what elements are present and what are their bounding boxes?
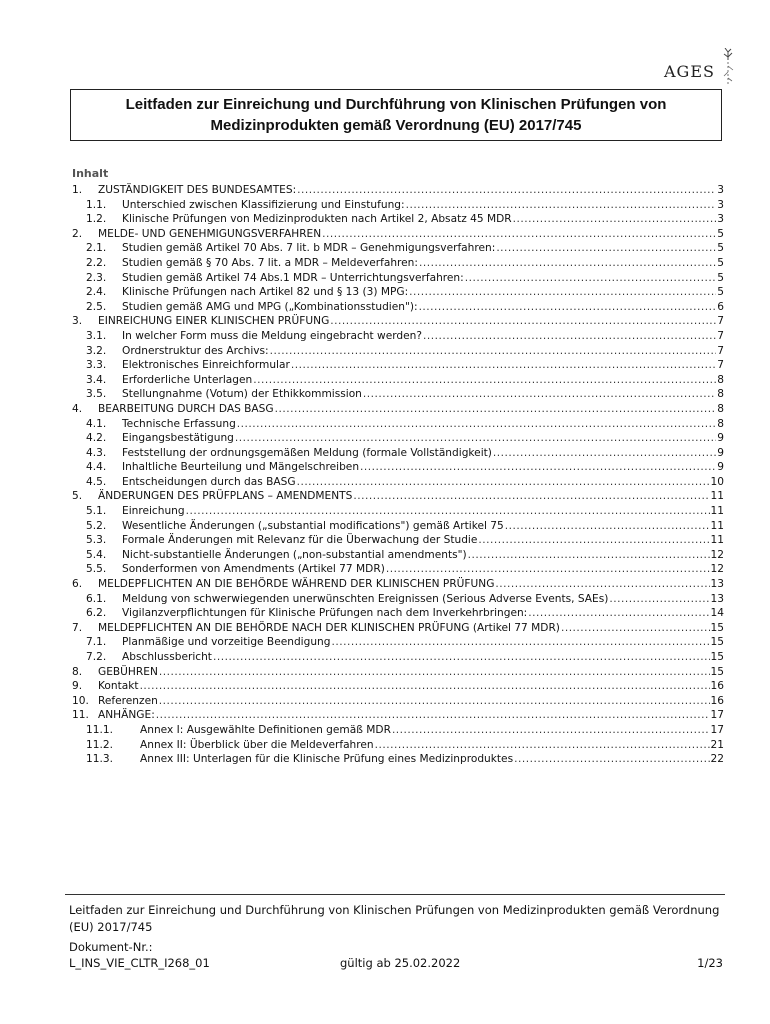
- toc-dot-leader: [478, 533, 709, 548]
- toc-dot-leader: [386, 562, 710, 577]
- toc-entry[interactable]: [72, 183, 724, 198]
- logo-text: AGES: [664, 62, 715, 81]
- toc-entry-number: 3.4.: [86, 373, 107, 386]
- toc-entry[interactable]: [72, 431, 724, 446]
- toc-entry-number: 5.5.: [86, 563, 107, 576]
- toc-entry-number: 4.5.: [86, 475, 107, 488]
- toc-entry-page: 3: [717, 198, 724, 211]
- toc-entry[interactable]: [72, 344, 724, 359]
- toc-entry-number: 4.: [72, 402, 83, 415]
- toc-entry[interactable]: [72, 679, 724, 694]
- toc-entry-label: Sonderformen von Amendments (Artikel 77 MDR): [122, 563, 385, 576]
- toc-entry-label: Klinische Prüfungen von Medizinprodukten nach Artikel 2, Absatz 45 MDR: [122, 213, 512, 226]
- toc-entry-page: 11: [710, 519, 724, 532]
- toc-entry-number: 5.4.: [86, 548, 107, 561]
- toc-entry-number: 5.: [72, 490, 83, 503]
- toc-dot-leader: [392, 723, 710, 738]
- toc-entry-number: 4.3.: [86, 446, 107, 459]
- footer-docnr-label: Dokument-Nr.:: [69, 940, 153, 954]
- toc-dot-leader: [330, 314, 716, 329]
- toc-dot-leader: [514, 752, 709, 767]
- toc-dot-leader: [156, 708, 710, 723]
- toc-entry-number: 7.: [72, 621, 83, 634]
- toc-entry[interactable]: [72, 533, 724, 548]
- toc-dot-leader: [235, 431, 716, 446]
- toc-dot-leader: [561, 621, 710, 636]
- toc-entry-number: 11.: [72, 709, 89, 722]
- toc-entry-number: 4.2.: [86, 432, 107, 445]
- toc-dot-leader: [291, 358, 716, 373]
- toc-entry-page: 21: [710, 738, 724, 751]
- toc-entry-page: 22: [710, 753, 724, 766]
- toc-entry-label: Vigilanzverpflichtungen für Klinische Prüfungen nach dem Inverkehrbringen:: [122, 607, 528, 620]
- toc-entry-label: Ordnerstruktur des Archivs:: [122, 344, 269, 357]
- toc-entry[interactable]: [72, 446, 724, 461]
- toc-dot-leader: [297, 183, 716, 198]
- toc-dot-leader: [495, 577, 709, 592]
- toc-entry-label: Erforderliche Unterlagen: [122, 373, 253, 386]
- toc-entry-page: 16: [710, 694, 724, 707]
- toc-entry[interactable]: [72, 329, 724, 344]
- toc-entry[interactable]: [72, 708, 724, 723]
- toc-dot-leader: [505, 519, 710, 534]
- ages-leaf-icon: [714, 48, 742, 88]
- toc-entry-page: 5: [717, 227, 724, 240]
- toc-entry-number: 11.1.: [86, 723, 113, 736]
- toc-entry-page: 3: [717, 184, 724, 196]
- toc-entry[interactable]: [72, 752, 724, 767]
- toc-entry-label: ANHÄNGE:: [98, 709, 155, 722]
- toc-entry-label: Unterschied zwischen Klassifizierung und Einstufung:: [122, 198, 405, 211]
- toc-entry-label: MELDEPFLICHTEN AN DIE BEHÖRDE WÄHREND DER KLINISCHEN PRÜFUNG: [98, 578, 495, 591]
- toc-entry[interactable]: [72, 548, 724, 563]
- toc-entry-page: 11: [710, 490, 724, 503]
- toc-dot-leader: [419, 256, 716, 271]
- toc-entry-page: 17: [710, 709, 724, 722]
- toc-entry-page: 14: [710, 607, 724, 620]
- toc-entry-label: Annex I: Ausgewählte Definitionen gemäß MDR: [140, 723, 391, 736]
- toc-dot-leader: [213, 650, 710, 665]
- toc-entry-label: Wesentliche Änderungen („substantial modifications") gemäß Artikel 75: [122, 519, 504, 532]
- toc-entry-page: 11: [710, 505, 724, 518]
- toc-entry-number: 4.1.: [86, 417, 107, 430]
- toc-entry-page: 8: [717, 417, 724, 430]
- toc-dot-leader: [140, 679, 710, 694]
- toc-entry-number: 2.: [72, 227, 83, 240]
- toc-entry-label: Referenzen: [98, 694, 158, 707]
- toc-entry-number: 6.: [72, 578, 83, 591]
- toc-entry-page: 3: [717, 213, 724, 226]
- toc-entry-number: 5.1.: [86, 505, 107, 518]
- toc-entry-page: 15: [710, 651, 724, 663]
- toc-entry[interactable]: [72, 738, 724, 753]
- toc-entry-label: Planmäßige und vorzeitige Beendigung: [122, 636, 331, 649]
- toc-entry-label: Studien gemäß § 70 Abs. 7 lit. a MDR – Meldeverfahren:: [122, 256, 418, 269]
- toc-dot-leader: [406, 198, 717, 213]
- toc-entry-number: 11.3.: [86, 753, 113, 766]
- toc-dot-leader: [513, 212, 717, 227]
- toc-entry[interactable]: [72, 577, 724, 592]
- toc-entry-label: Elektronisches Einreichformular: [122, 359, 290, 372]
- toc-entry-page: 7: [717, 359, 724, 372]
- toc-dot-leader: [409, 285, 716, 300]
- toc-entry-label: In welcher Form muss die Meldung eingebracht werden?: [122, 329, 422, 342]
- toc-entry-label: Technische Erfassung: [122, 417, 236, 430]
- toc-entry[interactable]: [72, 300, 724, 315]
- toc-dot-leader: [496, 241, 716, 256]
- toc-dot-leader: [353, 489, 709, 504]
- footer-valid-date: gültig ab 25.02.2022: [340, 956, 461, 970]
- toc-entry[interactable]: [72, 402, 724, 417]
- toc-entry-number: 7.2.: [86, 651, 107, 663]
- toc-entry-label: ZUSTÄNDIGKEIT DES BUNDESAMTES:: [98, 184, 297, 196]
- toc-entry[interactable]: [72, 489, 724, 504]
- toc-entry-label: Studien gemäß AMG und MPG („Kombinationsstudien"):: [122, 300, 418, 313]
- toc-entry-label: Annex III: Unterlagen für die Klinische Prüfung eines Medizinproduktes: [140, 753, 514, 766]
- toc-entry[interactable]: [72, 621, 724, 636]
- toc-entry-number: 1.2.: [86, 213, 107, 226]
- toc-entry-label: Eingangsbestätigung: [122, 432, 234, 445]
- toc-entry[interactable]: [72, 504, 724, 519]
- toc-entry-number: 6.2.: [86, 607, 107, 620]
- toc-entry-page: 8: [717, 373, 724, 386]
- toc-entry-label: ÄNDERUNGEN DES PRÜFPLANS – AMENDMENTS: [98, 490, 353, 503]
- toc-entry-number: 3.: [72, 315, 83, 328]
- toc-entry-number: 9.: [72, 680, 83, 693]
- toc-entry[interactable]: [72, 285, 724, 300]
- toc-dot-leader: [419, 300, 717, 315]
- toc-entry-number: 3.1.: [86, 329, 107, 342]
- toc-dot-leader: [253, 373, 716, 388]
- toc-entry-label: BEARBEITUNG DURCH DAS BASG: [98, 402, 274, 415]
- toc-entry-number: 3.5.: [86, 388, 107, 401]
- toc-entry-page: 12: [710, 563, 724, 576]
- toc-entry-label: Kontakt: [98, 680, 139, 693]
- toc-entry-label: EINREICHUNG EINER KLINISCHEN PRÜFUNG: [98, 315, 330, 328]
- toc-entry-number: 1.1.: [86, 198, 107, 211]
- table-of-contents: [72, 183, 724, 767]
- toc-entry-page: 5: [717, 242, 724, 255]
- toc-entry[interactable]: [72, 198, 724, 213]
- toc-entry-label: Entscheidungen durch das BASG: [122, 475, 296, 488]
- toc-dot-leader: [375, 738, 710, 753]
- toc-entry-number: 3.2.: [86, 344, 107, 357]
- toc-entry-label: MELDE- UND GENEHMIGUNGSVERFAHREN: [98, 227, 322, 240]
- toc-entry-page: 5: [717, 256, 724, 269]
- toc-entry-page: 9: [717, 446, 724, 459]
- toc-entry-page: 5: [717, 286, 724, 299]
- toc-entry-label: GEBÜHREN: [98, 665, 158, 678]
- toc-entry[interactable]: [72, 519, 724, 534]
- ages-logo: [656, 48, 748, 88]
- toc-dot-leader: [322, 227, 716, 242]
- toc-entry-number: 4.4.: [86, 461, 107, 474]
- toc-entry-number: 6.1.: [86, 592, 107, 605]
- toc-entry-page: 7: [717, 344, 724, 357]
- toc-entry-number: 5.3.: [86, 534, 107, 547]
- toc-entry-number: 1.: [72, 184, 83, 196]
- toc-entry-label: Stellungnahme (Votum) der Ethikkommission: [122, 388, 362, 401]
- toc-entry-page: 16: [710, 680, 724, 693]
- toc-entry-label: MELDEPFLICHTEN AN DIE BEHÖRDE NACH DER KLINISCHEN PRÜFUNG (Artikel 77 MDR): [98, 621, 560, 634]
- toc-entry[interactable]: [72, 417, 724, 432]
- toc-entry[interactable]: [72, 592, 724, 607]
- toc-entry[interactable]: [72, 227, 724, 242]
- toc-entry[interactable]: [72, 635, 724, 650]
- toc-entry-number: 11.2.: [86, 738, 113, 751]
- toc-dot-leader: [159, 665, 710, 680]
- toc-dot-leader: [528, 606, 709, 621]
- footer-title: Leitfaden zur Einreichung und Durchführung von Klinischen Prüfungen von Medizinprodukten gemäß Verordnung (EU) 2017/745: [69, 903, 720, 934]
- toc-entry[interactable]: [72, 256, 724, 271]
- toc-entry[interactable]: [72, 650, 724, 665]
- toc-entry-label: Meldung von schwerwiegenden unerwünschten Ereignissen (Serious Adverse Events, SAEs): [122, 592, 609, 605]
- toc-entry-number: 2.1.: [86, 242, 107, 255]
- toc-dot-leader: [237, 417, 716, 432]
- toc-entry-number: 2.4.: [86, 286, 107, 299]
- toc-dot-leader: [609, 592, 709, 607]
- document-title-box: [70, 89, 722, 141]
- toc-entry-page: 15: [710, 665, 724, 678]
- toc-entry-page: 9: [717, 461, 724, 474]
- footer-divider: [65, 894, 725, 895]
- toc-entry-label: Studien gemäß Artikel 74 Abs.1 MDR – Unterrichtungsverfahren:: [122, 271, 464, 284]
- toc-entry-number: 5.2.: [86, 519, 107, 532]
- toc-entry[interactable]: [72, 387, 724, 402]
- toc-entry-label: Studien gemäß Artikel 70 Abs. 7 lit. b MDR – Genehmigungsverfahren:: [122, 242, 496, 255]
- toc-entry-page: 11: [710, 534, 724, 547]
- toc-dot-leader: [493, 446, 716, 461]
- toc-entry-label: Formale Änderungen mit Relevanz für die Überwachung der Studie: [122, 534, 478, 547]
- toc-entry-number: 10.: [72, 694, 89, 707]
- toc-entry-page: 6: [717, 300, 724, 313]
- toc-entry-page: 15: [710, 636, 724, 649]
- toc-dot-leader: [465, 271, 717, 286]
- toc-entry-page: 7: [717, 329, 724, 342]
- toc-heading: Inhalt: [72, 167, 109, 180]
- toc-entry-number: 2.2.: [86, 256, 107, 269]
- footer-page-number: 1/23: [697, 956, 723, 970]
- toc-entry-label: Annex II: Überblick über die Meldeverfahren: [140, 738, 374, 751]
- toc-entry-label: Abschlussbericht: [122, 651, 212, 663]
- toc-entry-page: 13: [710, 592, 724, 605]
- toc-entry[interactable]: [72, 723, 724, 738]
- toc-entry-page: 8: [717, 388, 724, 401]
- toc-entry-number: 2.5.: [86, 300, 107, 313]
- toc-entry-number: 7.1.: [86, 636, 107, 649]
- document-title-line-1: Leitfaden zur Einreichung und Durchführung von Klinischen Prüfungen von: [125, 96, 667, 113]
- toc-entry[interactable]: [72, 460, 724, 475]
- toc-dot-leader: [297, 475, 710, 490]
- toc-entry-number: 8.: [72, 665, 83, 678]
- toc-entry-page: 10: [710, 475, 724, 488]
- toc-dot-leader: [159, 694, 710, 709]
- toc-dot-leader: [468, 548, 710, 563]
- toc-entry-number: 2.3.: [86, 271, 107, 284]
- toc-entry-page: 9: [717, 432, 724, 445]
- toc-entry-label: Klinische Prüfungen nach Artikel 82 und § 13 (3) MPG:: [122, 286, 409, 299]
- toc-entry-label: Nicht-substantielle Änderungen („non-substantial amendments"): [122, 548, 467, 561]
- toc-entry[interactable]: [72, 241, 724, 256]
- footer-docnr: L_INS_VIE_CLTR_I268_01: [69, 956, 210, 970]
- toc-entry[interactable]: [72, 212, 724, 227]
- toc-dot-leader: [332, 635, 710, 650]
- toc-dot-leader: [275, 402, 717, 417]
- toc-entry[interactable]: [72, 475, 724, 490]
- toc-entry[interactable]: [72, 314, 724, 329]
- toc-entry[interactable]: [72, 606, 724, 621]
- toc-entry-label: Einreichung: [122, 505, 185, 518]
- toc-entry-page: 8: [717, 402, 724, 415]
- document-title-line-2: Medizinprodukten gemäß Verordnung (EU) 2017/745: [210, 117, 582, 134]
- toc-entry[interactable]: [72, 358, 724, 373]
- toc-entry-page: 7: [717, 315, 724, 328]
- toc-entry-label: Feststellung der ordnungsgemäßen Meldung (formale Vollständigkeit): [122, 446, 492, 459]
- toc-entry[interactable]: [72, 271, 724, 286]
- toc-dot-leader: [423, 329, 716, 344]
- toc-dot-leader: [363, 387, 716, 402]
- toc-dot-leader: [360, 460, 716, 475]
- toc-entry-page: 15: [710, 621, 724, 634]
- toc-dot-leader: [270, 344, 717, 359]
- toc-entry-label: Inhaltliche Beurteilung und Mängelschreiben: [122, 461, 360, 474]
- toc-entry-page: 12: [710, 548, 724, 561]
- toc-dot-leader: [186, 504, 710, 519]
- toc-entry[interactable]: [72, 373, 724, 388]
- toc-entry-page: 5: [717, 271, 724, 284]
- toc-entry[interactable]: [72, 665, 724, 680]
- toc-entry[interactable]: [72, 562, 724, 577]
- toc-entry-page: 17: [710, 723, 724, 736]
- toc-entry-number: 3.3.: [86, 359, 107, 372]
- toc-entry[interactable]: [72, 694, 724, 709]
- toc-entry-page: 13: [710, 578, 724, 591]
